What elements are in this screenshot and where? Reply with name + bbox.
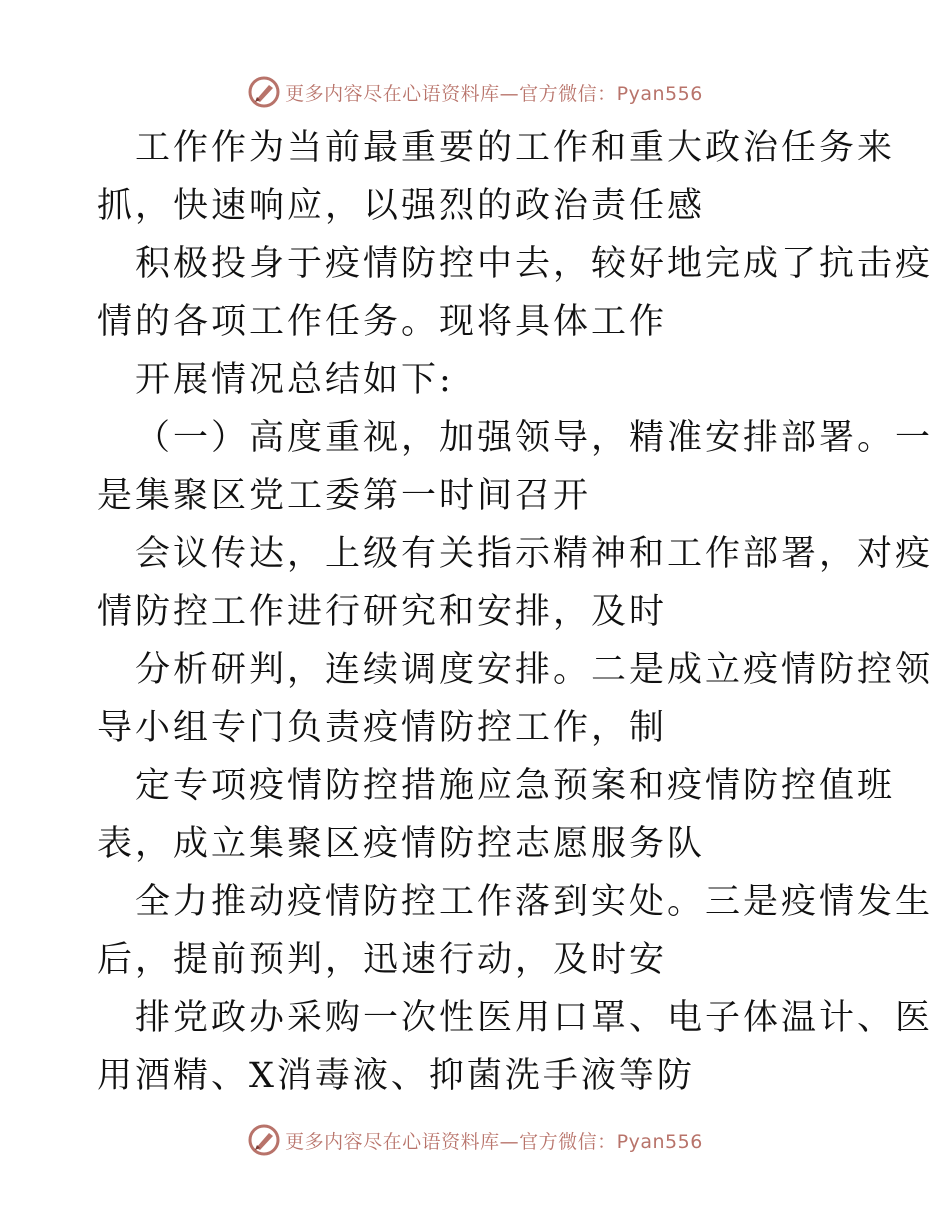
- watermark-text: 更多内容尽在心语资料库—官方微信：Pyan556: [285, 1130, 703, 1153]
- footer-watermark: [0, 1120, 950, 1160]
- text-line: 工作作为当前最重要的工作和重大政治任务来: [135, 128, 896, 168]
- pen-logo-icon: [247, 1123, 281, 1157]
- text-line: 积极投身于疫情防控中去，较好地完成了抗击疫: [135, 244, 934, 284]
- text-line: 全力推动疫情防控工作落到实处。三是疫情发生: [135, 882, 934, 922]
- watermark-text: 更多内容尽在心语资料库—官方微信：Pyan556: [285, 82, 703, 105]
- text-line: 情防控工作进行研究和安排，及时: [97, 592, 668, 632]
- header-watermark: [0, 72, 950, 112]
- text-line: 定专项疫情防控措施应急预案和疫情防控值班: [135, 766, 896, 806]
- text-line: 会议传达，上级有关指示精神和工作部署，对疫: [135, 534, 934, 574]
- text-line: 后，提前预判，迅速行动，及时安: [97, 940, 668, 980]
- text-line: 用酒精、X消毒液、抑菌洗手液等防: [97, 1056, 695, 1096]
- text-line: 表，成立集聚区疫情防控志愿服务队: [97, 824, 706, 864]
- text-line: 开展情况总结如下:: [135, 360, 454, 400]
- text-line: 导小组专门负责疫情防控工作，制: [97, 708, 668, 748]
- pen-logo-icon: [247, 75, 281, 109]
- text-line: 抓，快速响应，以强烈的政治责任感: [97, 186, 706, 226]
- text-line: 是集聚区党工委第一时间召开: [97, 476, 592, 516]
- text-line: 分析研判，连续调度安排。二是成立疫情防控领: [135, 650, 934, 690]
- text-line: 排党政办采购一次性医用口罩、电子体温计、医: [135, 998, 934, 1038]
- text-line: 情的各项工作任务。现将具体工作: [97, 302, 668, 342]
- text-line: （一）高度重视，加强领导，精准安排部署。一: [135, 418, 934, 458]
